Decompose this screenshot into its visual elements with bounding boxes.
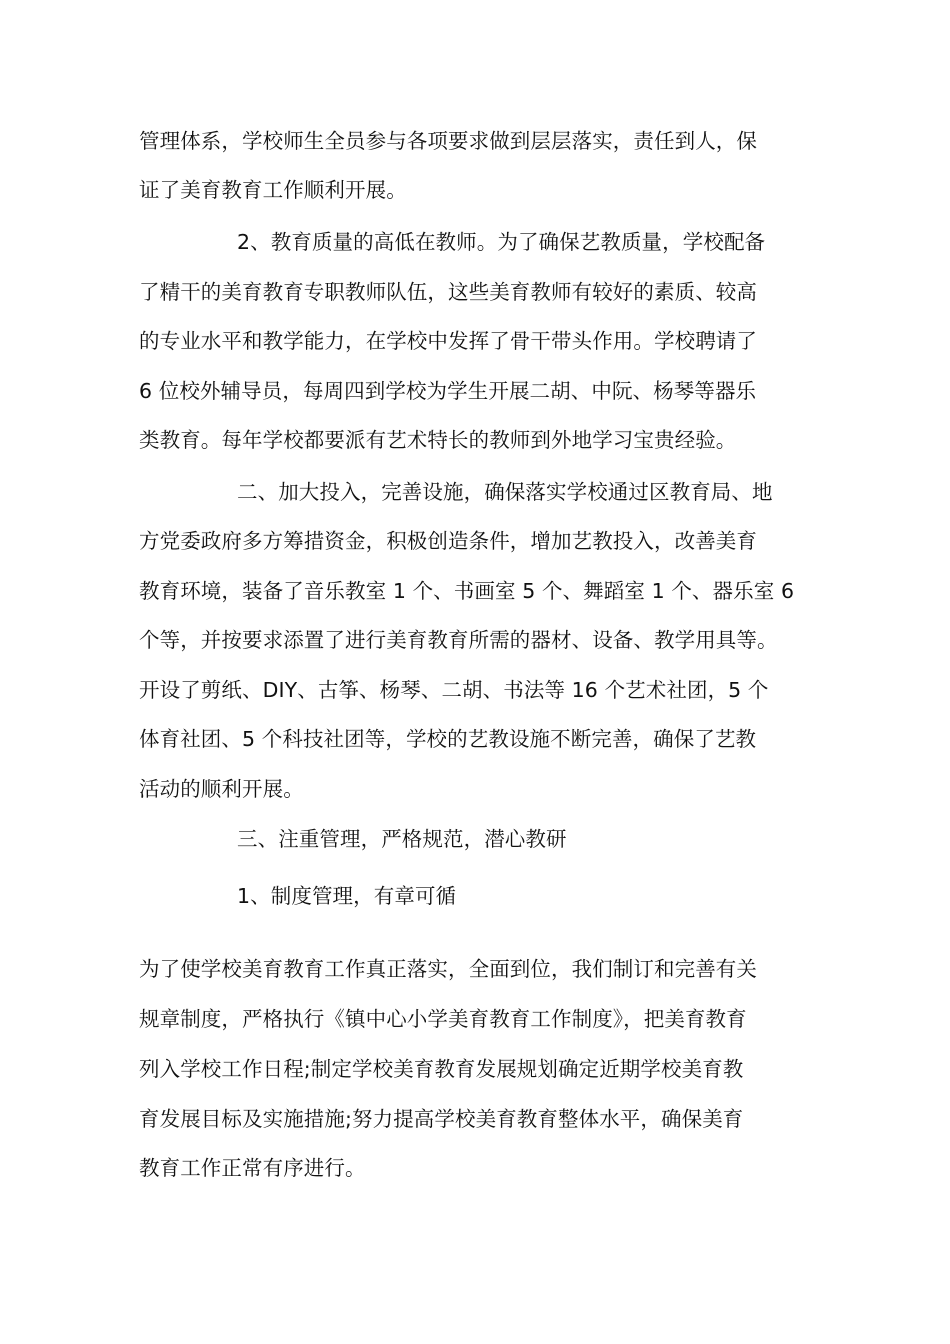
text-line: 管理体系，学校师生全员参与各项要求做到层层落实，责任到人，保	[139, 129, 757, 153]
text-line: 6 位校外辅导员，每周四到学校为学生开展二胡、中阮、杨琴等器乐	[139, 379, 757, 403]
text-line: 为了使学校美育教育工作真正落实，全面到位，我们制订和完善有关	[139, 957, 757, 981]
text-line: 体育社团、5 个科技社团等，学校的艺教设施不断完善，确保了艺教	[139, 727, 757, 751]
text-line: 类教育。每年学校都要派有艺术特长的教师到外地学习宝贵经验。	[139, 428, 737, 452]
text-line: 活动的顺利开展。	[139, 777, 304, 801]
text-line: 的专业水平和教学能力，在学校中发挥了骨干带头作用。学校聘请了	[139, 329, 757, 353]
text-line: 教育工作正常有序进行。	[139, 1156, 366, 1180]
text-line: 2、教育质量的高低在教师。为了确保艺教质量，学校配备	[237, 230, 766, 254]
text-line: 证了美育教育工作顺利开展。	[139, 178, 407, 202]
text-line: 规章制度，严格执行《镇中心小学美育教育工作制度》，把美育教育	[139, 1007, 747, 1031]
text-line: 教育环境，装备了音乐教室 1 个、书画室 5 个、舞蹈室 1 个、器乐室 6	[139, 579, 795, 603]
text-line: 个等，并按要求添置了进行美育教育所需的器材、设备、教学用具等。	[139, 628, 778, 652]
section-heading: 三、注重管理，严格规范，潜心教研	[237, 827, 567, 851]
text-line: 了精干的美育教育专职教师队伍，这些美育教师有较好的素质、较高	[139, 280, 757, 304]
text-line: 方党委政府多方筹措资金，积极创造条件，增加艺教投入，改善美育	[139, 529, 757, 553]
text-line: 列入学校工作日程;制定学校美育教育发展规划确定近期学校美育教	[139, 1057, 744, 1081]
text-line: 二、加大投入，完善设施，确保落实学校通过区教育局、地	[237, 480, 773, 504]
text-line: 育发展目标及实施措施;努力提高学校美育教育整体水平，确保美育	[139, 1107, 744, 1131]
subsection-heading: 1、制度管理，有章可循	[237, 884, 457, 908]
text-line: 开设了剪纸、DIY、古筝、杨琴、二胡、书法等 16 个艺术社团，5 个	[139, 678, 769, 702]
